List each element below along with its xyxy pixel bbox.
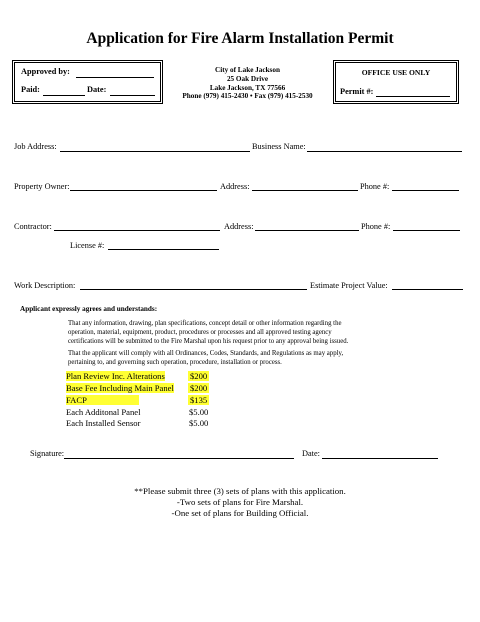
agreement-p2-line-2: pertaining to, and governing such operation, procedure, installation or process. <box>68 359 282 367</box>
approval-box <box>14 62 161 102</box>
contractor-field[interactable] <box>54 230 220 231</box>
city-phone-fax: Phone (979) 415-2430 • Fax (979) 415-2530 <box>182 92 313 101</box>
contractor-phone-field[interactable] <box>393 230 460 231</box>
approved-by-field[interactable] <box>76 77 154 78</box>
owner-phone-field[interactable] <box>392 190 459 191</box>
job-address-field[interactable] <box>60 151 250 152</box>
agreement-p1-line-1: That any information, drawing, plan specifications, concept detail or other information regarding the <box>68 320 342 327</box>
business-name-field[interactable] <box>307 151 462 152</box>
owner-address-label: Address: <box>220 182 250 191</box>
note-line-1: **Please submit three (3) sets of plans with this application. <box>134 486 346 496</box>
city-name: City of Lake Jackson <box>215 66 280 74</box>
office-use-heading: OFFICE USE ONLY <box>361 68 431 77</box>
submission-notes <box>0 486 480 518</box>
fee-label-facp: FACP <box>66 395 139 405</box>
contractor-label: Contractor: <box>14 222 52 231</box>
fee-label-plan-review: Plan Review Inc. Alterations <box>66 371 165 381</box>
page-title: Application for Fire Alarm Installation Permit <box>86 30 394 47</box>
owner-phone-label: Phone #: <box>360 182 390 191</box>
agreement-p2-line-1: That the applicant will comply with all Ordinances, Codes, Standards, and Regulations as may apply, <box>68 350 344 357</box>
signature-label: Signature: <box>30 449 65 458</box>
signature-date-label: Date: <box>302 449 320 458</box>
paid-field[interactable] <box>43 95 85 96</box>
approval-date-field[interactable] <box>110 95 155 96</box>
work-description-label: Work Description: <box>14 281 76 290</box>
license-label: License #: <box>70 241 105 250</box>
work-description-field[interactable] <box>80 289 307 290</box>
office-use-box <box>335 62 457 102</box>
approved-by-label: Approved by: <box>21 67 70 76</box>
fee-label-additional-panel: Each Additonal Panel <box>66 407 141 417</box>
agreement-heading: Applicant expressly agrees and understands: <box>20 305 158 313</box>
estimate-value-field[interactable] <box>392 289 463 290</box>
agreement-p1-line-2: operation, material, equipment, product, procedures or processes and all approved testing agency <box>68 329 332 337</box>
city-info <box>165 66 330 101</box>
fee-amount-installed-sensor: $5.00 <box>189 418 209 428</box>
signature-date-field[interactable] <box>322 458 438 459</box>
estimate-value-label: Estimate Project Value: <box>310 281 388 290</box>
note-line-3: -One set of plans for Building Official. <box>171 507 309 518</box>
fee-amount-plan-review: $200 <box>190 371 208 381</box>
license-field[interactable] <box>108 249 219 250</box>
permit-label: Permit #: <box>340 87 374 96</box>
agreement-p1-line-3: certifications will be submitted to the Fire Marshal upon his request prior to any approval being issued. <box>68 338 349 346</box>
note-line-2: -Two sets of plans for Fire Marshal. <box>176 496 304 507</box>
property-owner-label: Property Owner: <box>14 182 70 191</box>
contractor-address-field[interactable] <box>255 230 359 231</box>
paid-label: Paid: <box>21 85 40 94</box>
permit-number-field[interactable] <box>376 96 450 97</box>
agreement-paragraph-1 <box>68 319 468 347</box>
fee-amount-additional-panel: $5.00 <box>189 407 209 417</box>
owner-address-field[interactable] <box>252 190 358 191</box>
job-address-label: Job Address: <box>14 142 57 151</box>
approval-date-label: Date: <box>87 85 107 94</box>
property-owner-field[interactable] <box>70 190 217 191</box>
fee-label-installed-sensor: Each Installed Sensor <box>66 418 141 428</box>
city-street: 25 Oak Drive <box>226 74 269 83</box>
business-name-label: Business Name: <box>252 142 306 151</box>
agreement-paragraph-2 <box>68 349 468 367</box>
signature-field[interactable] <box>64 458 294 459</box>
fee-amount-base-fee: $200 <box>190 383 208 393</box>
fee-amount-facp: $135 <box>190 395 208 405</box>
fee-label-base-fee: Base Fee Including Main Panel <box>66 383 174 393</box>
contractor-phone-label: Phone #: <box>361 222 391 231</box>
city-state-zip: Lake Jackson, TX 77566 <box>209 83 286 92</box>
contractor-address-label: Address: <box>224 222 254 231</box>
